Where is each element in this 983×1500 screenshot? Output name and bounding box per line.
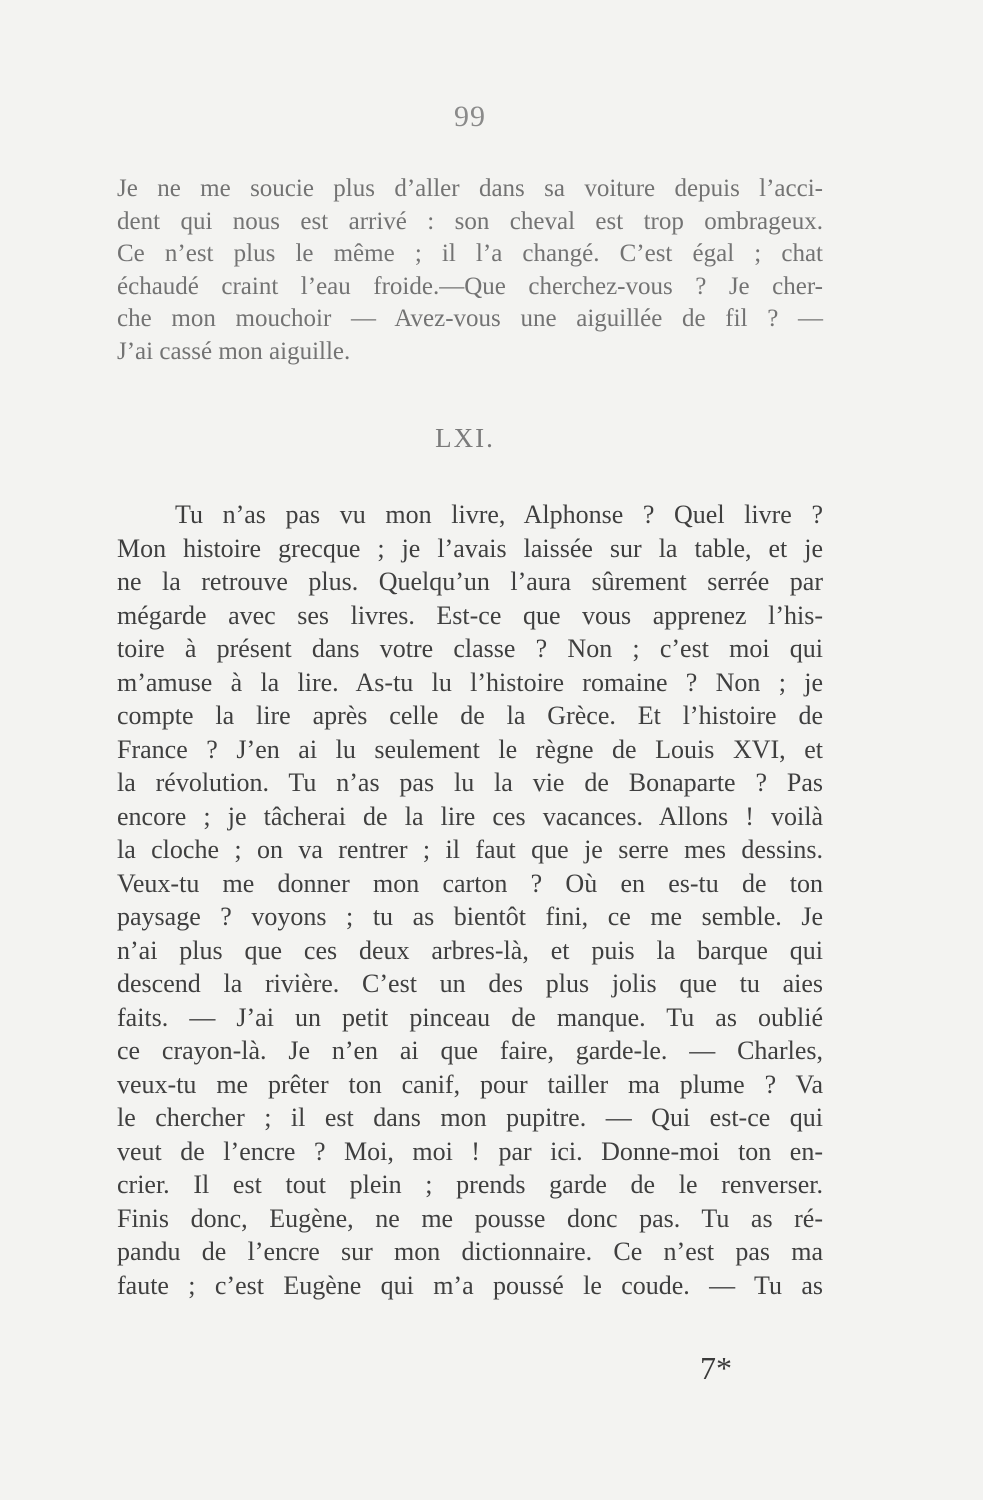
text-line: che mon mouchoir — Avez-vous une aiguillée de fil ? — — [117, 305, 823, 332]
paragraph-2 — [117, 498, 823, 1302]
text-line: m’amuse à la lire. As-tu lu l’histoire romaine ? Non ; je — [117, 667, 823, 697]
text-line: pandu de l’encre sur mon dictionnaire. Ce n’est pas ma — [117, 1237, 823, 1266]
text-line: descend la rivière. C’est un des plus jolis que tu aies — [117, 969, 823, 998]
page-number: 99 — [454, 100, 486, 133]
text-line: Je ne me soucie plus d’aller dans sa voiture depuis l’acci- — [117, 175, 823, 202]
text-line: échaudé craint l’eau froide.—Que cherchez-vous ? Je cher- — [117, 272, 823, 300]
text-line: mégarde avec ses livres. Est-ce que vous apprenez l’his- — [117, 600, 823, 630]
text-line: ne la retrouve plus. Quelqu’un l’aura sûrement serrée par — [117, 567, 823, 596]
text-line: France ? J’en ai lu seulement le règne de Louis XVI, et — [117, 734, 823, 764]
paragraph-1 — [117, 173, 823, 368]
text-line: veut de l’encre ? Moi, moi ! par ici. Donne-moi ton en- — [117, 1136, 823, 1166]
text-line: faits. — J’ai un petit pinceau de manque. Tu as oublié — [117, 1002, 823, 1032]
text-line: Mon histoire grecque ; je l’avais laissée sur la table, et je — [117, 533, 823, 563]
text-line: n’ai plus que ces deux arbres-là, et puis la barque qui — [117, 935, 823, 965]
text-line: ce crayon-là. Je n’en ai que faire, garde-le. — Charles, — [117, 1036, 823, 1065]
text-line: le chercher ; il est dans mon pupitre. — Qui est-ce qui — [117, 1103, 823, 1132]
section-heading: LXI. — [435, 423, 495, 453]
text-line: Ce n’est plus le même ; il l’a changé. C’est égal ; chat — [117, 240, 823, 267]
signature-mark: 7* — [700, 1350, 732, 1386]
text-line: Tu n’as pas vu mon livre, Alphonse ? Quel livre ? — [175, 500, 823, 529]
text-line: la cloche ; on va rentrer ; il faut que je serre mes dessins. — [117, 835, 823, 864]
text-line: Finis donc, Eugène, ne me pousse donc pas. Tu as ré- — [117, 1203, 823, 1233]
text-line: crier. Il est tout plein ; prends garde de le renverser. — [117, 1170, 823, 1199]
text-line: J’ai cassé mon aiguille. — [117, 337, 351, 365]
text-line: Veux-tu me donner mon carton ? Où en es-tu de ton — [117, 868, 823, 898]
text-line: veux-tu me prêter ton canif, pour tailler ma plume ? Va — [117, 1069, 823, 1099]
text-line: paysage ? voyons ; tu as bientôt fini, ce me semble. Je — [117, 902, 823, 931]
text-line: compte la lire après celle de la Grèce. Et l’histoire de — [117, 701, 823, 730]
text-line: la révolution. Tu n’as pas lu la vie de Bonaparte ? Pas — [117, 768, 823, 797]
text-line: faute ; c’est Eugène qui m’a poussé le coude. — Tu as — [117, 1270, 823, 1300]
text-line: dent qui nous est arrivé : son cheval est trop ombrageux. — [117, 207, 823, 235]
text-line: encore ; je tâcherai de la lire ces vacances. Allons ! voilà — [117, 801, 823, 831]
text-line: toire à présent dans votre classe ? Non ; c’est moi qui — [117, 634, 823, 663]
